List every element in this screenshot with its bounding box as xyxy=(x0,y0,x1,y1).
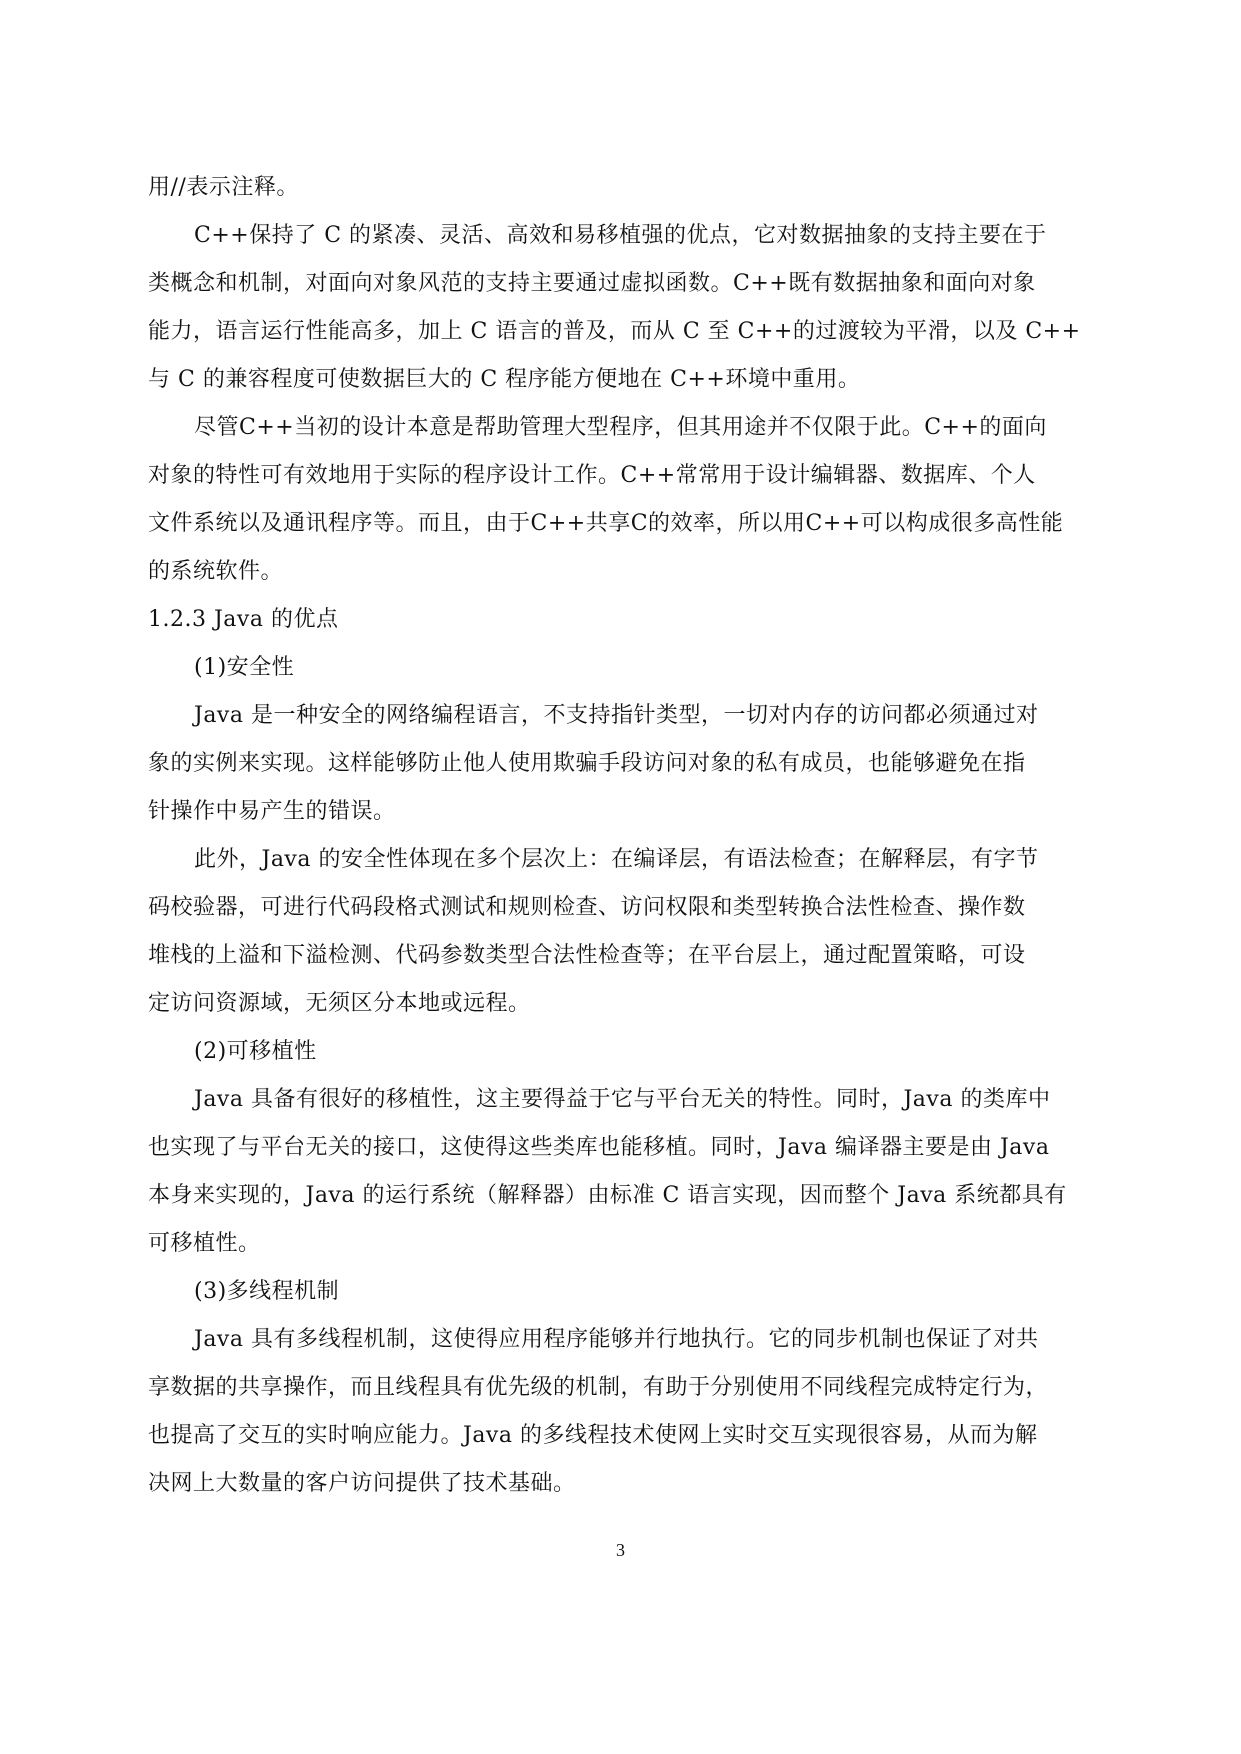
text-line: 能力，语言运行性能高多，加上 C 语言的普及，而从 C 至 C++的过渡较为平滑，以及 C++ xyxy=(148,319,1081,344)
text-line: 用//表示注释。 xyxy=(148,175,299,200)
text-line: (2)可移植性 xyxy=(194,1039,317,1064)
text-line: 享数据的共享操作，而且线程具有优先级的机制，有助于分别使用不同线程完成特定行为， xyxy=(148,1375,1049,1400)
text-line: 的系统软件。 xyxy=(148,559,284,584)
text-line: 对象的特性可有效地用于实际的程序设计工作。C++常常用于设计编辑器、数据库、个人 xyxy=(148,463,1036,488)
text-line: 与 C 的兼容程度可使数据巨大的 C 程序能方便地在 C++环境中重用。 xyxy=(148,367,861,392)
text-line: 本身来实现的，Java 的运行系统（解释器）由标准 C 语言实现，因而整个 Java 系统都具有 xyxy=(148,1183,1067,1208)
text-line: 此外，Java 的安全性体现在多个层次上：在编译层，有语法检查；在解释层，有字节 xyxy=(194,847,1039,872)
text-line: Java 是一种安全的网络编程语言，不支持指针类型，一切对内存的访问都必须通过对 xyxy=(194,703,1039,728)
page-number: 3 xyxy=(616,1540,625,1560)
text-line: 码校验器，可进行代码段格式测试和规则检查、访问权限和类型转换合法性检查、操作数 xyxy=(148,895,1026,920)
document-body xyxy=(148,164,1118,1508)
text-line: C++保持了 C 的紧凑、灵活、高效和易移植强的优点，它对数据抽象的支持主要在于 xyxy=(194,223,1047,248)
text-line: 尽管C++当初的设计本意是帮助管理大型程序，但其用途并不仅限于此。C++的面向 xyxy=(194,415,1047,440)
text-line: 定访问资源域，无须区分本地或远程。 xyxy=(148,991,531,1016)
text-line: (3)多线程机制 xyxy=(194,1279,340,1304)
text-line: Java 具有多线程机制，这使得应用程序能够并行地执行。它的同步机制也保证了对共 xyxy=(194,1327,1039,1352)
text-line: 也实现了与平台无关的接口，这使得这些类库也能移植。同时，Java 编译器主要是由 Java xyxy=(148,1135,1050,1160)
text-line: 也提高了交互的实时响应能力。Java 的多线程技术使网上实时交互实现很容易，从而为解 xyxy=(148,1423,1038,1448)
text-line: 类概念和机制，对面向对象风范的支持主要通过虚拟函数。C++既有数据抽象和面向对象 xyxy=(148,271,1036,296)
text-line: 堆栈的上溢和下溢检测、代码参数类型合法性检查等；在平台层上，通过配置策略，可设 xyxy=(148,943,1026,968)
text-line: 针操作中易产生的错误。 xyxy=(148,799,396,824)
text-line: 象的实例来实现。这样能够防止他人使用欺骗手段访问对象的私有成员，也能够避免在指 xyxy=(148,751,1026,776)
text-line: 1.2.3 Java 的优点 xyxy=(148,607,339,632)
text-line: 文件系统以及通讯程序等。而且，由于C++共享C的效率，所以用C++可以构成很多高性能 xyxy=(148,511,1064,536)
text-line: Java 具备有很好的移植性，这主要得益于它与平台无关的特性。同时，Java 的类库中 xyxy=(194,1087,1051,1112)
text-line: 可移植性。 xyxy=(148,1231,261,1256)
text-line: (1)安全性 xyxy=(194,655,295,680)
text-line: 决网上大数量的客户访问提供了技术基础。 xyxy=(148,1471,576,1496)
